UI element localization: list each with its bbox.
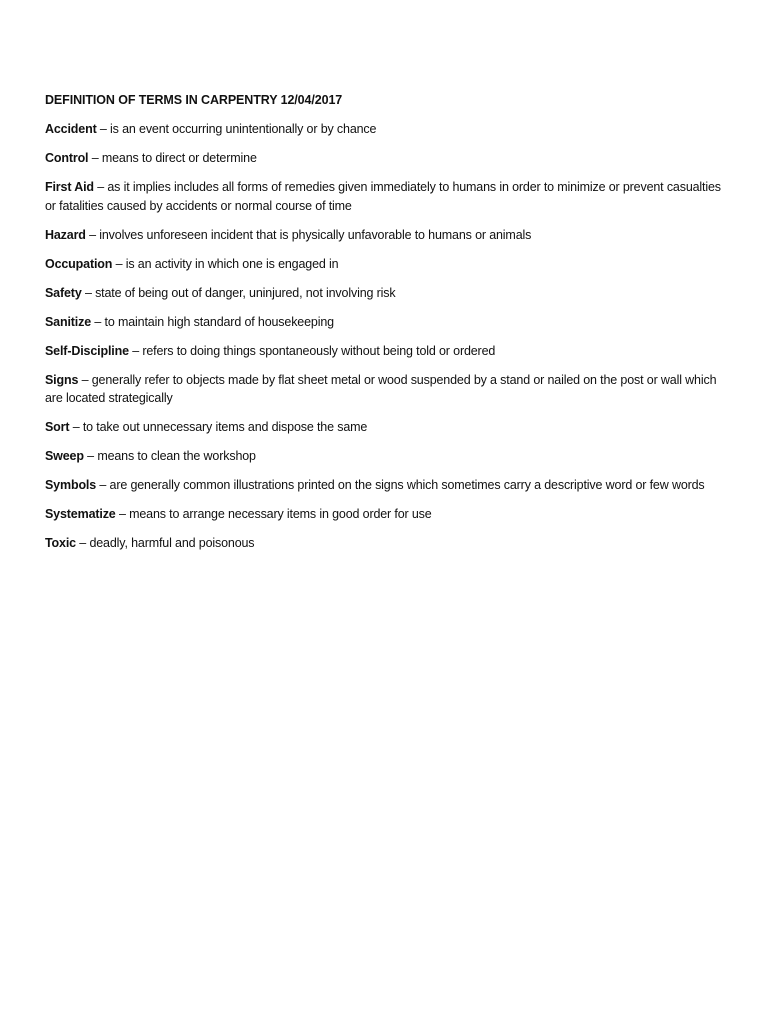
term-definition: to take out unnecessary items and dispose the same [82,420,368,434]
term-definition: deadly, harmful and poisonous [89,536,255,550]
term-name: Accident [45,122,97,136]
term-name: Symbols [45,478,97,492]
term-definition: means to direct or determine [101,151,257,165]
term-entry [45,418,725,437]
term-entry [45,447,725,466]
term-separator: – [85,227,100,242]
term-separator: – [83,449,98,463]
term-name: First Aid [45,180,94,194]
term-entry [45,342,725,361]
term-definition: as it implies includes all forms of remedies given immediately to humans in order to minimize or prevent casualties or fatalities caused by accidents or normal course of time [45,180,721,213]
term-entry [45,284,725,303]
document-page [45,92,725,563]
term-definition: means to arrange necessary items in good order for use [129,507,432,521]
term-separator: – [96,122,111,136]
term-entry [45,178,725,215]
term-name: Control [45,151,89,165]
term-definition: generally refer to objects made by flat sheet metal or wood suspended by a stand or nailed on the post or wall which are located strategically [45,372,717,405]
term-separator: – [69,420,83,434]
term-separator: – [75,536,90,550]
term-entry [45,149,725,168]
term-name: Sweep [45,449,84,463]
term-entry [45,226,725,245]
term-entry [45,313,725,332]
term-separator: – [112,256,126,271]
term-definition: means to clean the workshop [97,449,256,463]
document-title: DEFINITION OF TERMS IN CARPENTRY 12/04/2017 [45,93,343,107]
term-separator: – [88,151,102,165]
term-separator: – [78,372,92,387]
term-definition: involves unforeseen incident that is physically unfavorable to humans or animals [99,227,532,242]
term-definition: refers to doing things spontaneously without being told or ordered [142,343,496,358]
term-name: Sort [45,420,70,434]
term-separator: – [93,180,108,194]
term-name: Safety [45,285,82,300]
term-name: Occupation [45,256,113,271]
term-entry [45,120,725,139]
term-separator: – [128,343,143,358]
term-definition: is an event occurring unintentionally or by chance [110,122,377,136]
term-definition: is an activity in which one is engaged in [125,256,339,271]
term-entry [45,534,725,553]
term-list [45,120,725,553]
term-separator: – [81,285,96,300]
term-separator: – [91,314,105,329]
term-entry [45,255,725,274]
term-entry [45,476,725,495]
term-entry [45,505,725,524]
term-separator: – [115,507,130,521]
term-name: Sanitize [45,314,92,329]
term-name: Toxic [45,536,76,550]
term-name: Self-Discipline [45,343,129,358]
term-name: Systematize [45,507,116,521]
term-separator: – [96,478,110,492]
term-definition: to maintain high standard of housekeeping [104,314,334,329]
term-definition: state of being out of danger, uninjured, not involving risk [95,285,396,300]
term-name: Signs [45,372,79,387]
term-definition: are generally common illustrations printed on the signs which sometimes carry a descriptive word or few words [109,478,705,492]
term-name: Hazard [45,227,86,242]
term-entry [45,371,725,408]
